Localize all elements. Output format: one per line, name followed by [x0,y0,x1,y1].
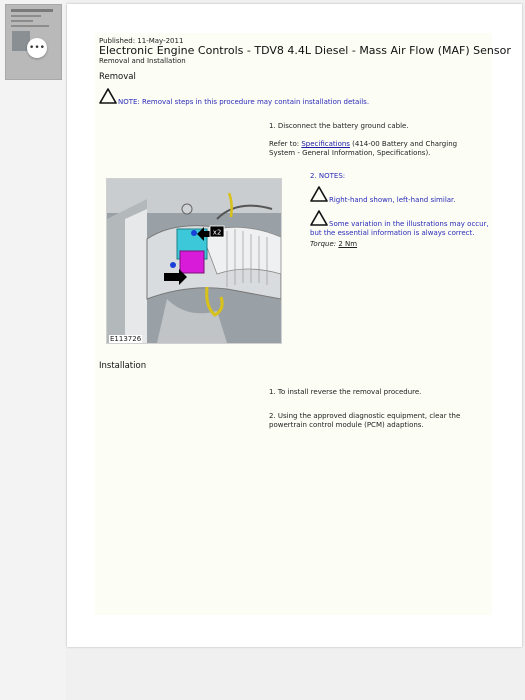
thumbnail-sidebar [0,0,66,700]
removal-step-1: 1. Disconnect the battery ground cable. [269,122,409,130]
warning-icon [310,186,328,202]
torque-value: 2 Nm [338,240,358,248]
removal-note: NOTE: Removal steps in this procedure may contain installation details. [118,98,370,106]
step-2-note-1: Right-hand shown, left-hand similar. [329,196,456,204]
page-thumbnail[interactable] [5,4,62,80]
installation-step-2: 2. Using the approved diagnostic equipment, clear the powertrain control module (PCM) adaptions. [269,412,461,429]
thumbnail-line [11,20,33,22]
maf-sensor-illustration [106,178,282,344]
installation-step-1: 1. To install reverse the removal procedure. [269,388,422,396]
figure-callout: x2 [212,228,222,237]
torque-spec [310,240,357,248]
thumbnail-line [11,25,49,27]
refer-prefix: Refer to: [269,140,302,148]
installation-heading: Installation [99,361,147,371]
published-date: Published: 11-May-2011 [99,37,184,45]
document-content [95,33,511,615]
thumbnail-title-line [11,9,53,12]
refer-to-text [269,140,479,158]
removal-step-2-label: 2. NOTES: [310,172,346,180]
warning-icon [99,88,117,104]
page-title: Electronic Engine Controls - TDV8 4.4L Diesel - Mass Air Flow (MAF) Sensor [99,44,511,57]
maf-sensor-drawing [107,179,281,343]
thumbnail-line [11,15,41,17]
figure-id: E113726 [110,335,142,343]
torque-label: Torque: [310,240,337,248]
specifications-link[interactable]: Specifications [301,140,350,148]
more-options-button[interactable]: ••• [27,38,47,58]
refer-suffix: (414-00 Battery and Charging System - General Information, Specifications). [269,140,458,157]
page-subtitle: Removal and Installation [99,57,186,65]
step-2-note-2: Some variation in the illustrations may occur, but the essential information is always correct. [310,220,489,237]
removal-heading: Removal [99,72,136,82]
